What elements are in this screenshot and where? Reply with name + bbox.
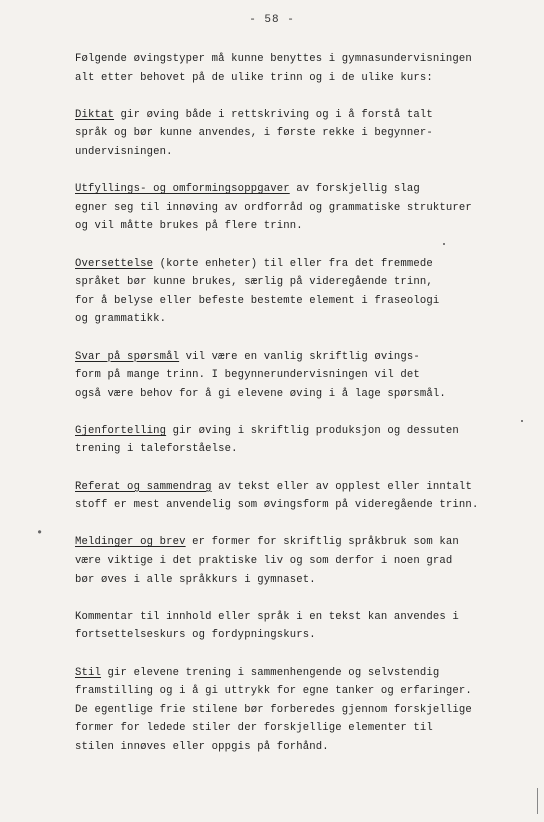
underlined-term: Svar på spørsmål xyxy=(75,350,180,363)
line-text: fortsettelseskurs og fordypningskurs. xyxy=(75,629,316,642)
line-text: være viktige i det praktiske liv og som derfor i noen grad xyxy=(75,555,453,568)
paragraph xyxy=(75,664,525,757)
line-text: Følgende øvingstyper må kunne benyttes i gymnasundervisningen xyxy=(75,53,472,65)
text-line xyxy=(75,348,525,367)
paragraph xyxy=(75,348,525,404)
text-line xyxy=(75,608,525,627)
line-text: form på mange trinn. I begynnerundervisningen vil det xyxy=(75,369,420,382)
underlined-term: Gjenfortelling xyxy=(75,424,167,437)
line-text: språk og bør kunne anvendes, i første rekke i begynner- xyxy=(75,127,433,140)
line-text: trening i taleforståelse. xyxy=(75,443,238,456)
text-line xyxy=(75,571,525,590)
text-line xyxy=(75,664,525,683)
paragraph xyxy=(75,255,525,329)
line-text: også være behov for å gi elevene øving i å lage spørsmål. xyxy=(75,387,446,400)
line-text: former for ledede stiler der forskjellige elementer til xyxy=(75,722,433,735)
underlined-term: Meldinger og brev xyxy=(75,536,186,549)
line-text: og vil måtte brukes på flere trinn. xyxy=(75,220,303,233)
line-text: for å belyse eller befeste bestemte element i fraseologi xyxy=(75,294,440,307)
line-text: bør øves i alle språkkurs i gymnaset. xyxy=(75,573,316,586)
text-line xyxy=(75,310,525,329)
text-line xyxy=(75,552,525,571)
document-body xyxy=(75,50,525,775)
text-line xyxy=(75,217,525,236)
text-line xyxy=(75,106,525,125)
line-text: (korte enheter) til eller fra det fremmede xyxy=(153,257,433,270)
line-text: alt etter behovet på de ulike trinn og i de ulike kurs: xyxy=(75,71,433,84)
text-line xyxy=(75,719,525,738)
text-line xyxy=(75,533,525,552)
line-text: undervisningen. xyxy=(75,145,173,158)
line-text: og grammatikk. xyxy=(75,313,167,326)
line-text: egner seg til innøving av ordforråd og grammatiske strukturer xyxy=(75,201,472,214)
text-line xyxy=(75,738,525,757)
paragraph xyxy=(75,180,525,236)
text-line xyxy=(75,124,525,143)
line-text: er former for skriftlig språkbruk som kan xyxy=(185,536,459,549)
text-line xyxy=(75,292,525,311)
line-text: stilen innøves eller oppgis på forhånd. xyxy=(75,740,329,753)
underlined-term: Diktat xyxy=(75,108,115,121)
text-line xyxy=(75,701,525,720)
text-line xyxy=(75,69,525,88)
text-line xyxy=(75,366,525,385)
text-line xyxy=(75,478,525,497)
text-line xyxy=(75,273,525,292)
underlined-term: Stil xyxy=(75,666,102,679)
text-line xyxy=(75,255,525,274)
line-text: Kommentar til innhold eller språk i en tekst kan anvendes i xyxy=(75,610,459,623)
line-text: gir øving både i rettskriving og i å forstå talt xyxy=(114,108,433,121)
underlined-term: Utfyllings- og omformingsoppgaver xyxy=(75,183,290,196)
text-line xyxy=(75,626,525,645)
page-number: - 58 - xyxy=(249,14,295,26)
text-line xyxy=(75,496,525,515)
paragraph xyxy=(75,608,525,645)
line-text: vil være en vanlig skriftlig øvings- xyxy=(179,350,420,363)
line-text: De egentlige frie stilene bør forberedes gjennom forskjellige xyxy=(75,703,472,716)
text-line xyxy=(75,180,525,199)
text-line xyxy=(75,422,525,441)
paper-edge-mark xyxy=(537,788,538,814)
margin-mark: • xyxy=(36,526,44,540)
line-text: av forskjellig slag xyxy=(289,183,420,196)
paragraph xyxy=(75,533,525,589)
paragraph xyxy=(75,478,525,515)
text-line xyxy=(75,440,525,459)
text-line xyxy=(75,199,525,218)
paper-speck xyxy=(443,243,445,245)
paragraph xyxy=(75,50,525,87)
line-text: gir elevene trening i sammenhengende og selvstendig xyxy=(101,666,440,679)
text-line xyxy=(75,385,525,404)
paper-speck xyxy=(521,420,523,422)
line-text: gir øving i skriftlig produksjon og dessuten xyxy=(166,424,459,437)
line-text: stoff er mest anvendelig som øvingsform på videregående trinn. xyxy=(75,499,479,512)
paragraph xyxy=(75,422,525,459)
underlined-term: Referat og sammendrag xyxy=(75,480,212,493)
text-line xyxy=(75,50,525,69)
line-text: av tekst eller av opplest eller inntalt xyxy=(211,480,472,493)
line-text: framstilling og i å gi uttrykk for egne tanker og erfaringer. xyxy=(75,685,472,698)
paragraph xyxy=(75,106,525,162)
underlined-term: Oversettelse xyxy=(75,257,154,270)
line-text: språket bør kunne brukes, særlig på videregående trinn, xyxy=(75,276,433,289)
text-line xyxy=(75,682,525,701)
text-line xyxy=(75,143,525,162)
